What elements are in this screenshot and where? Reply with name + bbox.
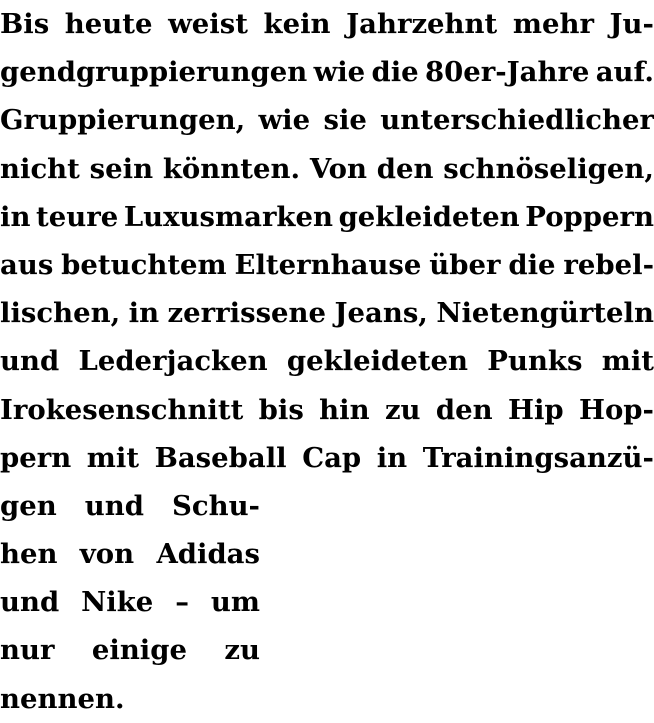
word: Bis xyxy=(0,8,50,40)
word: Punks xyxy=(487,345,583,378)
word: hin xyxy=(319,393,370,426)
word: nicht xyxy=(0,152,80,185)
word: Cap xyxy=(302,441,362,474)
word: betuchtem xyxy=(61,248,227,281)
word: zu xyxy=(384,393,421,426)
word: sie xyxy=(323,104,367,137)
word: lischen, xyxy=(0,297,121,330)
text-line xyxy=(0,337,654,385)
word: und xyxy=(84,489,144,522)
word: um xyxy=(210,586,260,619)
word: Nietengürteln xyxy=(436,297,654,330)
text-line xyxy=(0,48,654,96)
word: kein xyxy=(263,8,331,40)
word: und xyxy=(0,345,60,378)
word: – xyxy=(175,586,189,619)
word: Nike xyxy=(81,586,154,619)
word: rebel- xyxy=(563,248,654,281)
text-line xyxy=(0,386,654,434)
text-line xyxy=(0,0,654,48)
word: über xyxy=(429,248,501,281)
word: die xyxy=(371,56,419,89)
word: Baseball xyxy=(154,441,287,474)
text-line xyxy=(0,578,260,626)
text-line xyxy=(0,434,654,482)
word: Jahrzehnt xyxy=(346,8,498,40)
word: Hip xyxy=(507,393,564,426)
word: Irokesenschnitt xyxy=(0,393,244,426)
word: auf. xyxy=(595,56,654,89)
word: zu xyxy=(224,634,260,667)
text-line xyxy=(0,482,260,530)
word: sein xyxy=(89,152,154,185)
word: Schu- xyxy=(171,489,260,522)
word: die xyxy=(508,248,556,281)
word: und xyxy=(0,586,60,619)
text-line: nennen. xyxy=(0,682,125,715)
word: Gruppierungen, xyxy=(0,104,246,137)
word: mehr xyxy=(512,8,594,40)
word: Luxusmarken xyxy=(123,200,333,233)
word: wie xyxy=(313,56,366,89)
word: in xyxy=(376,441,408,474)
word: heute xyxy=(64,8,153,40)
text-line xyxy=(0,96,654,144)
word: Lederjacken xyxy=(78,345,268,378)
word: Elternhause xyxy=(234,248,422,281)
word: den xyxy=(376,152,434,185)
text-line xyxy=(0,241,654,289)
word: gekleideten xyxy=(286,345,468,378)
word: pern xyxy=(0,441,72,474)
word: teure xyxy=(36,200,119,233)
word: Hop- xyxy=(578,393,654,426)
word: zerrissene xyxy=(167,297,327,330)
word: Poppern xyxy=(525,200,654,233)
word: gendgruppierungen xyxy=(0,56,308,89)
word: 80er-Jahre xyxy=(424,56,590,89)
word: bis xyxy=(258,393,304,426)
text-line xyxy=(0,530,260,578)
word: gen xyxy=(0,489,57,522)
word: Ju- xyxy=(609,8,654,40)
word: in xyxy=(0,200,31,233)
word: Von xyxy=(309,152,367,185)
word: in xyxy=(128,297,160,330)
word: könnten. xyxy=(162,152,301,185)
text-line xyxy=(0,145,654,193)
word: Adidas xyxy=(156,538,260,571)
word: Jeans, xyxy=(334,297,428,330)
word: gekleideten xyxy=(338,200,520,233)
word: aus xyxy=(0,248,54,281)
text-line xyxy=(0,289,654,337)
word: weist xyxy=(168,8,248,40)
word: Trainingsanzü- xyxy=(422,441,654,474)
text-line xyxy=(0,626,260,674)
word: den xyxy=(435,393,493,426)
word: unterschiedlicher xyxy=(380,104,654,137)
word: mit xyxy=(86,441,140,474)
text-line xyxy=(0,193,654,241)
word: wie xyxy=(258,104,311,137)
word: hen xyxy=(0,538,58,571)
word: einige xyxy=(91,634,187,667)
word: nur xyxy=(0,634,55,667)
word: von xyxy=(79,538,135,571)
word: mit xyxy=(601,345,654,378)
word: schnöseligen, xyxy=(443,152,654,185)
